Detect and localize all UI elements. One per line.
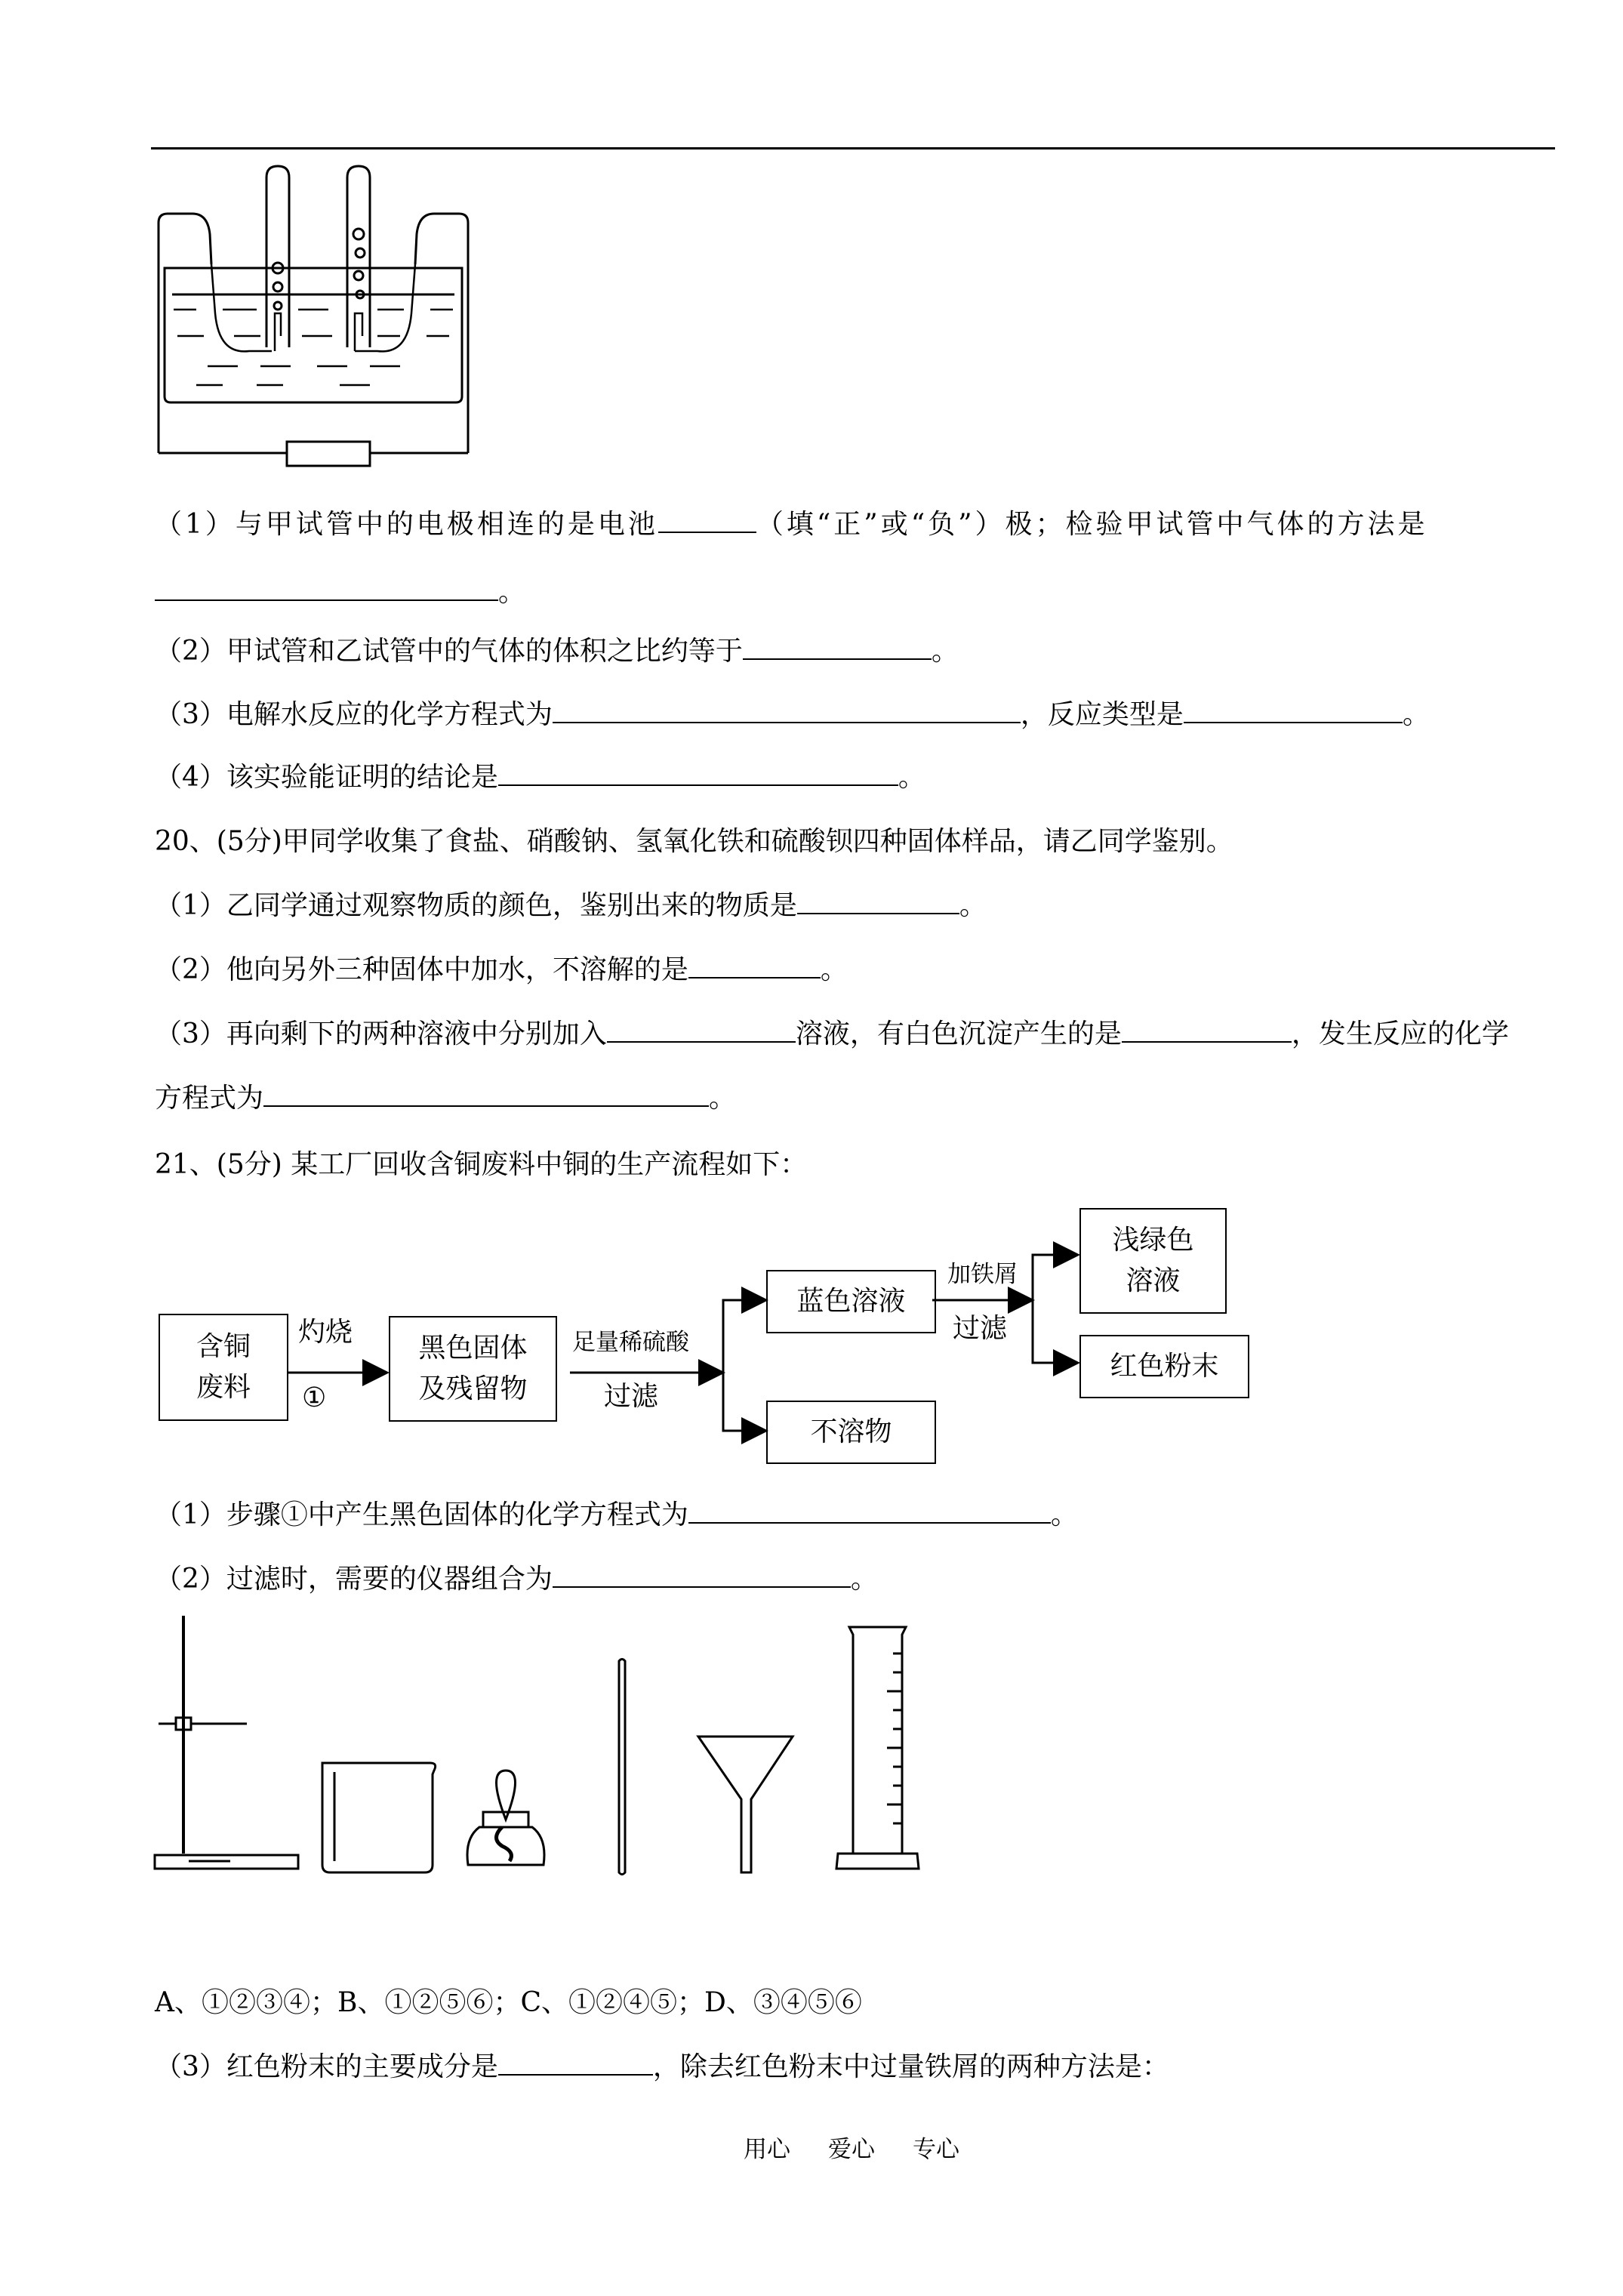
funnel-icon: [698, 1737, 793, 1872]
q19-part1-line2: 。: [155, 574, 525, 612]
q20-part2-line: （2）他向另外三种固体中加水，不溶解的是 。: [155, 951, 848, 989]
beaker-icon: [322, 1763, 436, 1872]
q21-header: 21、(5分) 某工厂回收含铜废料中铜的生产流程如下：: [155, 1149, 808, 1180]
q20-header: 20、(5分)甲同学收集了食盐、硝酸钠、氢氧化铁和硫酸钡四种固体样品，请乙同学鉴别。: [155, 826, 1233, 857]
branch-step3-up: [1033, 1255, 1076, 1300]
footer: 用心 爱心 专心: [744, 2136, 959, 2163]
answer-blank[interactable]: [498, 2048, 653, 2076]
alcohol-lamp-icon: [467, 1771, 544, 1865]
graduated-cylinder-icon: [836, 1627, 919, 1869]
q21-part3-line: （3）红色粉末的主要成分是 ，除去红色粉末中过量铁屑的两种方法是：: [155, 2048, 1169, 2086]
q21-part1-line: （1）步骤①中产生黑色固体的化学方程式为 。: [155, 1496, 1078, 1534]
q19-part2-line: （2）甲试管和乙试管中的气体的体积之比约等于 。: [155, 633, 959, 670]
flow-label-step1: ①: [302, 1382, 327, 1413]
flow-label-acid: 足量稀硫酸: [572, 1329, 689, 1356]
answer-blank[interactable]: [553, 1561, 851, 1588]
flow-box-insoluble: 不溶物: [766, 1401, 936, 1464]
flow-label-filter2: 过滤: [953, 1313, 1008, 1344]
flow-box-blue-solution: 蓝色溶液: [766, 1270, 936, 1333]
flow-box-light-green-solution: 浅绿色 溶液: [1079, 1208, 1227, 1314]
glass-rod-icon: [619, 1660, 625, 1875]
flow-label-burn: 灼烧: [298, 1317, 353, 1348]
flow-label-filter1: 过滤: [604, 1381, 659, 1412]
q20-part1-line: （1）乙同学通过观察物质的颜色，鉴别出来的物质是 。: [155, 887, 987, 925]
answer-blank[interactable]: [688, 1496, 1051, 1524]
q21-options: A、①②③④；B、①②⑤⑥；C、①②④⑤；D、③④⑤⑥: [155, 1987, 862, 2018]
iron-stand-icon: [155, 1616, 298, 1869]
branch-step3-down: [1033, 1300, 1076, 1363]
q19-part4-line: （4）该实验能证明的结论是 。: [155, 759, 925, 797]
flow-box-red-powder: 红色粉末: [1079, 1335, 1249, 1398]
flow-box-copper-waste: 含铜 废料: [159, 1314, 288, 1421]
q20-part3-line: （3）再向剩下的两种溶液中分别加入 溶液，有白色沉淀产生的是 ，发生反应的化学: [155, 1015, 1509, 1053]
branch-step2-down: [723, 1373, 764, 1431]
flow-label-iron: 加铁屑: [947, 1261, 1018, 1288]
branch-step2: [723, 1300, 764, 1373]
q19-part3-line: （3）电解水反应的化学方程式为 ，反应类型是 。: [155, 696, 1430, 734]
lab-instruments-figure: [147, 1612, 932, 1884]
q20-part3-line2: 方程式为 。: [155, 1080, 736, 1117]
q21-part2-line: （2）过滤时，需要的仪器组合为 。: [155, 1561, 878, 1598]
q19-part1-line: （1）与甲试管中的电极相连的是电池 （填“正”或“负”）极；检验甲试管中气体的方法是: [155, 506, 1428, 544]
flow-box-black-solid: 黑色固体 及残留物: [389, 1316, 557, 1422]
